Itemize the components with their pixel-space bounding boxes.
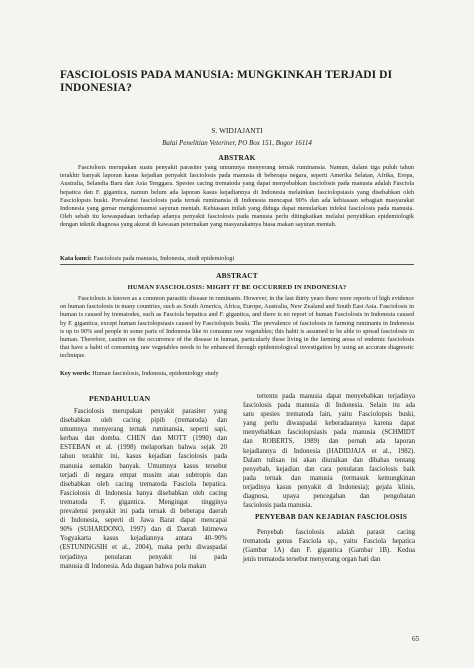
section-heading-penyebab: PENYEBAB DAN KEJADIAN FASCIOLOSIS <box>255 513 408 521</box>
column-line: manusia semakin banyak. Umumnya kasus tersebut <box>60 462 227 470</box>
kata-kunci <box>60 255 234 263</box>
column-line: dan ROBERTS, 1989) dan pernah ada laporan <box>243 438 415 446</box>
column-line: Dalam tulisan ini akan diuraikan dan dibahas tentang <box>243 456 415 464</box>
abstrak-heading: ABSTRAK <box>218 153 256 162</box>
column-line: disebabkan oleh cacing pipih (trematoda) dan <box>60 417 227 425</box>
column-line: terjadi di negara empat musim atau subtropis dan <box>60 471 227 479</box>
kata-kunci-label: Kata kunci: <box>60 255 92 262</box>
section-heading-pendahuluan: PENDAHULUAN <box>89 394 151 403</box>
column-line: trematoda genus Fasciola sp., yaitu Fasciola hepatica <box>243 538 415 546</box>
column-line: ESTEBAN et al. (1998) melaporkan bahwa sejak 20 <box>60 444 227 452</box>
column-line: Fasciolosis di Indonesia hanya disebabkan oleh cacing <box>60 489 227 497</box>
column-line: di Indonesia, seperti di Jawa Barat dapat mencapai <box>60 517 227 525</box>
column-line: terjadinya kasus penyakit di Indonesia); gejala klinis, <box>243 483 415 491</box>
column-line: prevalensi penyakit ini pada ternak di beberapa daerah <box>60 508 227 516</box>
author-affiliation: Balai Penelitian Veteriner, PO Box 151, Bogor 16114 <box>162 139 312 147</box>
column-line: disebabkan oleh cacing trematoda Fasciola hepatica. <box>60 480 227 488</box>
column-line: manusia di Indonesia. Ada dugaan bahwa pola makan <box>60 562 207 570</box>
column-line: kejadiannya di Indonesia (HADIDJAJA et al., 1982). <box>243 447 415 455</box>
column-line: jenis trematoda tersebut menyerang organ hati dan <box>243 556 381 564</box>
column-line: Fasciolosis merupakan penyakit parasiter yang <box>74 408 227 415</box>
column-line: pada ternak dan manusia (termasuk kemungkinan <box>243 474 415 482</box>
section-divider <box>60 264 414 265</box>
column-line: (ESTUNINGSIH et al., 2004), maka perlu diwaspadai <box>60 544 227 552</box>
column-line: (Gambar 1A) dan F. gigantica (Gambar 1B). Kedua <box>243 547 415 555</box>
author-name: S. WIDJAJANTI <box>211 126 263 135</box>
left-column-text <box>60 407 227 571</box>
column-line: satu spesies trematoda lain, yaitu Fasciolopsis buski, <box>243 411 415 419</box>
abstract-english-title: HUMAN FASCIOLOSIS: MIGHT IT BE OCCURRED IN INDONESIA? <box>127 284 347 291</box>
column-line: trematoda F. gigantica. Mengingat tingginya <box>60 498 227 506</box>
abstract-text: Fasciolosis is known as a common parasitic disease in ruminants. However, in the last thirty years there were reports of high evidence on human fasciolosis in many countries, such as South America, Africa, Europe, Australia, New Zealand and South East Asia. Fasciolosis in human is caused by trematodes, such as Fasciola hepatica and F. gigantica, and there is no report of human Fasciolosis in Indonesia caused by F. gigantica, except human fasciolopsiasis caused by Fasciolopsis buski. The prevalence of fasciolosis in farming ruminants in Indonesia is up to 90% and people in some parts of Indonesia like to consume raw vegetables; this habit is assumed to be able to spread fasciolosis in human. Therefore, caution on the occurrence of the disease in human, particularly these living in the farming areas of endemic fasciolosis that have a habit of consuming raw vegetables needs to be enhanced through epidemiological investigation by using an accurate diagnostic technique. <box>60 295 414 360</box>
column-line: yang perlu diwaspadai keberadaannya karena dapat <box>243 420 415 428</box>
column-line: menyebabkan fasciolopsiasis pada manusia (SCHMIDT <box>243 429 415 437</box>
keywords <box>60 370 219 378</box>
keywords-label: Key words: <box>60 370 91 377</box>
column-line: fasciolosis pada manusia di Indonesia. Selain itu ada <box>243 402 415 410</box>
abstrak-text: Fasciolosis merupakan suatu penyakit parasiter yang umumnya menyerang ternak ruminansia. Namun, dalam tiga puluh tahun terakhir banyak laporan kasus kejadian penyakit fasciolosis pada manusia di beberapa negara, seperti Amerika Selatan, Afrika, Eropa, Australia, Selandia Baru dan Asia Tenggara. Spesies cacing trematoda yang dapat menyebabkan fasciolosis pada manusia adalah Fasciola hepatica dan F. gigantica, namun belum ada laporan kasus kejadiannya di Indonesia melainkan fasciolopsiasis yang disebabkan oleh Fasciolopsis buski. Prevalensi fasciolosis pada ternak ruminansia di Indonesia mencapai 90% dan ada kebiasaan sebagian masyarakat Indonesia yang gemar mengkonsumsi sayuran mentah. Kebiasaan inilah yang diduga dapat menularkan infeksi fasciolosis pada manusia. Oleh sebab itu kewaspadaan terhadap adanya penyakit fasciolosis pada manusia perlu ditingkatkan melalui penyidikan epidemiologik dengan teknik diagnosa yang akurat di kawasan peternakan yang masyarakatnya biasa makan sayuran mentah. <box>60 164 414 229</box>
column-line: 90% (SUHARDONO, 1997) dan di Daerah Istimewa <box>60 526 227 534</box>
column-line: diagnosa, upaya pencegahan dan pengobatan <box>243 493 415 501</box>
column-line: penyebab, kejadian dan cara penularan fasciolosis baik <box>243 465 415 473</box>
paper-title <box>60 69 393 95</box>
column-line: tahun terakhir ini, kasus kejadian fasciolosis pada <box>60 453 227 461</box>
column-line: Penyebab fasciolosis adalah parasit cacing <box>257 529 415 536</box>
title-line: FASCIOLOSIS PADA MANUSIA: MUNGKINKAH TERJADI DI <box>60 69 393 81</box>
column-line: fasciolosis pada manusia. <box>243 502 313 510</box>
kata-kunci-value: Fasciolosis pada manusia, Indonesia, studi epidemiologi <box>93 255 235 262</box>
column-line: Yogyakarta kasus kejadiannya antara 40–90% <box>60 535 227 543</box>
right-column-text <box>243 392 415 510</box>
abstract-heading: ABSTRACT <box>216 271 258 280</box>
title-line: INDONESIA? <box>60 82 132 94</box>
column-line: umumnya menyerang ternak ruminansia, seperti sapi, <box>60 426 227 434</box>
column-line: tertentu pada manusia dapat menyebabkan terjadinya <box>257 393 415 400</box>
keywords-value: Human fasciolosis, Indonesia, epidemiology study <box>92 370 219 377</box>
column-line: kerbau dan domba. CHEN dan MOTT (1990) dan <box>60 435 227 443</box>
column-line: terjadinya penularan penyakit ini pada <box>60 553 227 561</box>
page-number: 65 <box>412 635 420 643</box>
right-column-text-2 <box>243 528 415 564</box>
